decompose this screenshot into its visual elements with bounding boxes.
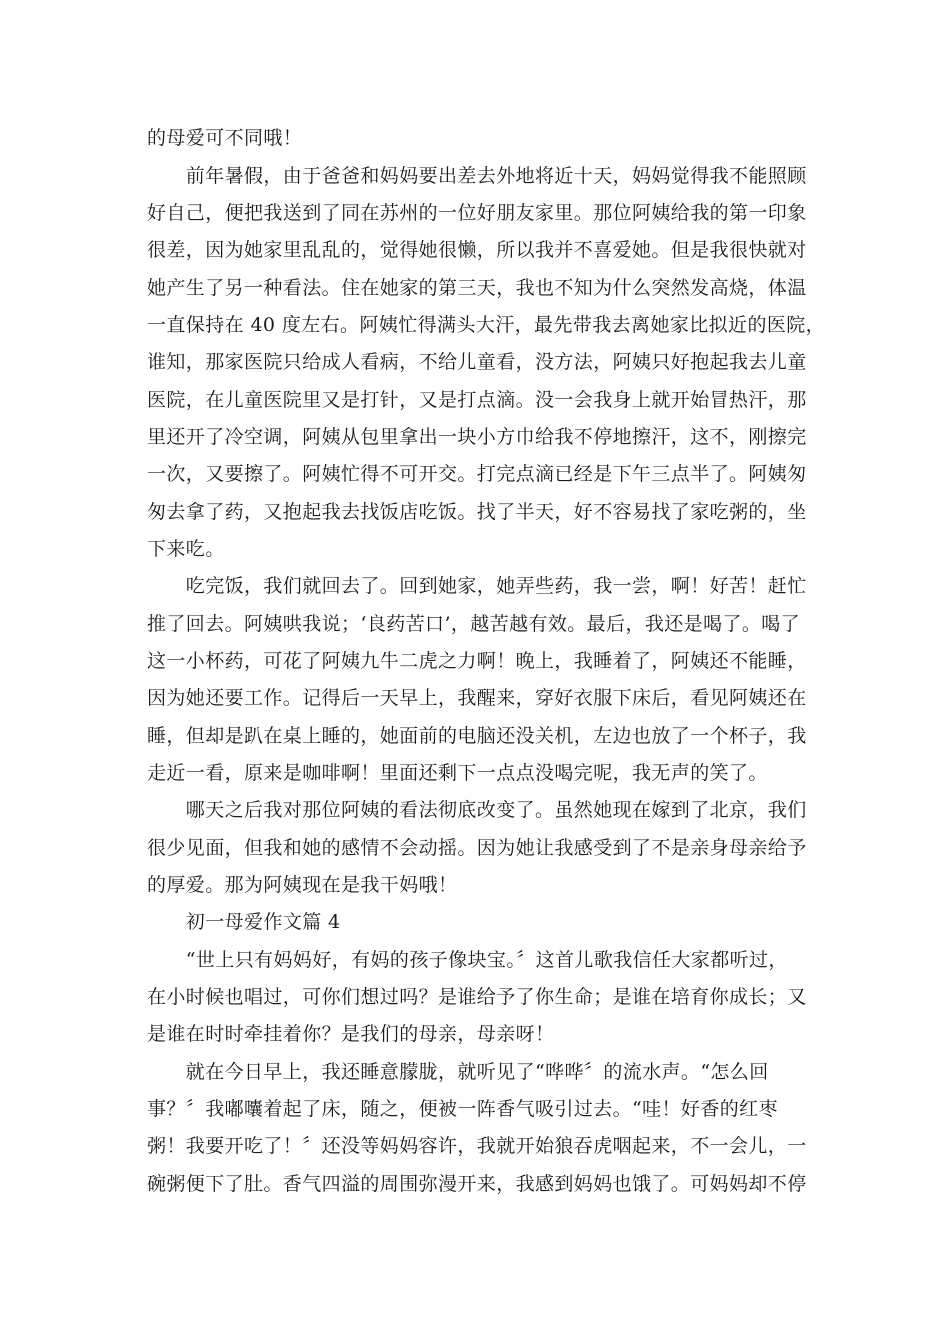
text-line: 事？〞我嘟囔着起了床，随之，便被一阵香气吸引过去。“哇！好香的红枣 <box>147 1098 778 1120</box>
text-line: 她产生了另一种看法。住在她家的第三天，我也不知为什么突然发高烧，体温 <box>147 277 807 299</box>
text-line: 下来吃。 <box>147 538 225 560</box>
text-line: 因为她还要工作。记得后一天早上，我醒来，穿好衣服下床后，看见阿姨还在 <box>147 687 807 709</box>
text-line: 的厚爱。那为阿姨现在是我干妈哦！ <box>147 874 458 896</box>
text-line: 在小时候也唱过，可你们想过吗？是谁给予了你生命；是谁在培育你成长；又 <box>147 986 807 1008</box>
text-line: 好自己，便把我送到了同在苏州的一位好朋友家里。那位阿姨给我的第一印象 <box>147 202 807 224</box>
text-line: 睡，但却是趴在桌上睡的，她面前的电脑还没关机，左边也放了一个杯子，我 <box>147 725 807 747</box>
text-line: 里还开了冷空调，阿姨从包里拿出一块小方巾给我不停地擦汗，这不，刚擦完 <box>147 426 807 448</box>
text-line: 前年暑假，由于爸爸和妈妈要出差去外地将近十天，妈妈觉得我不能照顾 <box>147 165 807 187</box>
text-line: 走近一看，原来是咖啡啊！里面还剩下一点点没喝完呢，我无声的笑了。 <box>147 762 768 784</box>
text-line: 谁知，那家医院只给成人看病，不给儿童看，没方法，阿姨只好抱起我去儿童 <box>147 351 807 373</box>
text-line: 很差，因为她家里乱乱的，觉得她很懒，所以我并不喜爱她。但是我很快就对 <box>147 239 807 261</box>
section-heading: 初一母爱作文篇 4 <box>147 911 341 933</box>
text-line: 一次，又要擦了。阿姨忙得不可开交。打完点滴已经是下午三点半了。阿姨匆 <box>147 463 807 485</box>
text-line: 一直保持在 40 度左右。阿姨忙得满头大汗，最先带我去离她家比拟近的医院， <box>147 314 826 336</box>
text-line: 医院，在儿童医院里又是打针，又是打点滴。没一会我身上就开始冒热汗，那 <box>147 389 807 411</box>
text-line: 匆去拿了药，又抱起我去找饭店吃饭。找了半天，好不容易找了家吃粥的，坐 <box>147 501 807 523</box>
text-line: 哪天之后我对那位阿姨的看法彻底改变了。虽然她现在嫁到了北京，我们 <box>147 799 807 821</box>
text-line: 的母爱可不同哦！ <box>147 127 303 149</box>
text-line: 是谁在时时牵挂着你？是我们的母亲，母亲呀！ <box>147 1023 555 1045</box>
text-line: 粥！我要开吃了！〞还没等妈妈容许，我就开始狼吞虎咽起来，不一会儿，一 <box>147 1135 807 1157</box>
text-line: 吃完饭，我们就回去了。回到她家，她弄些药，我一尝，啊！好苦！赶忙 <box>147 575 807 597</box>
text-line: 很少见面，但我和她的感情不会动摇。因为她让我感受到了不是亲身母亲给予 <box>147 837 807 859</box>
text-line: 推了回去。阿姨哄我说；‘良药苦口’，越苦越有效。最后，我还是喝了。喝了 <box>147 613 801 635</box>
text-line: 这一小杯药，可花了阿姨九牛二虎之力啊！晚上，我睡着了，阿姨还不能睡， <box>147 650 807 672</box>
text-line: 碗粥便下了肚。香气四溢的周围弥漫开来，我感到妈妈也饿了。可妈妈却不停 <box>147 1173 807 1195</box>
text-line: “世上只有妈妈好，有妈的孩子像块宝。〞这首儿歌我信任大家都听过， <box>147 949 788 971</box>
text-line: 就在今日早上，我还睡意朦胧，就听见了“哗哗〞的流水声。“怎么回 <box>147 1061 769 1083</box>
